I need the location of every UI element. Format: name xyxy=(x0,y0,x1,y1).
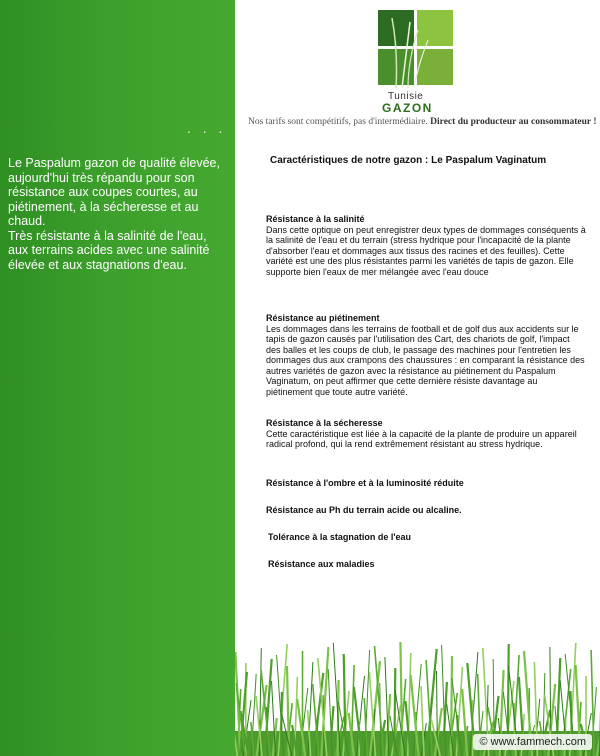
sidebar-paragraph-1: Le Paspalum gazon de qualité élevée, aujourd'hui très répandu pour son résistance aux coupes courtes, au piétinement, à la sécheresse et au chaud. xyxy=(8,156,220,228)
green-sidebar xyxy=(0,0,235,756)
section-secheresse xyxy=(266,418,586,450)
section-title: Résistance aux maladies xyxy=(268,559,375,569)
section-body: Cette caractéristique est liée à la capacité de la plante de produire un appareil radical profond, qui la rend extrêmement résistant au stress hydrique. xyxy=(266,428,577,449)
section-body: Dans cette optique on peut enregistrer deux types de dommages conséquents à la salinité de l'eau et du terrain (stress hydrique pour l'incapacité de la plante d'absorber l'eau et dommages aux tissus des racines et des feuilles). Cette variété est une des plus résistantes parmi les variétés de tapis de gazon. Elle supporte bien l'eaux de mer mélangée avec l'eau douce xyxy=(266,224,586,277)
section-title: Tolérance à la stagnation de l'eau xyxy=(268,532,412,542)
section-pietinement xyxy=(266,313,586,397)
logo-text-tunisie: Tunisie xyxy=(388,91,424,102)
watermark: © www.fammech.com xyxy=(473,734,592,750)
section-title: Résistance au piétinement xyxy=(266,313,380,323)
section-maladies xyxy=(268,559,588,570)
section-title: Résistance à la sécheresse xyxy=(266,418,383,428)
section-title: Résistance à la salinité xyxy=(266,214,365,224)
section-body: Les dommages dans les terrains de football et de golf dus aux accidents sur le tapis de gazon causés par l'utilisation des Cart, des chariots de golf, l'impact des balles et les coups de club, le passage des machines pour l'entretien les dommages dus aux crampons des chaussures : en comparant la résistance des autres variétés de gazon avec la résistance au piétinement du Paspalum Vaginatum, on peut affirmer que cette dernière résiste davantage au piétinement que toute autre variété. xyxy=(266,323,585,397)
sidebar-intro xyxy=(8,156,230,272)
section-title: Résistance à l'ombre et à la luminosité réduite xyxy=(266,478,464,488)
section-ph xyxy=(266,505,586,516)
decorative-dots: . . . xyxy=(187,120,227,136)
section-salinite xyxy=(266,214,586,277)
logo-text-gazon: GAZON xyxy=(382,101,433,115)
tagline xyxy=(248,117,597,127)
tunisie-gazon-logo xyxy=(378,10,458,115)
sidebar-paragraph-2: Très résistante à la salinité de l'eau, aux terrains acides avec une salinité élevée et aux stagnations d'eau. xyxy=(8,228,210,272)
tagline-normal: Nos tarifs sont compétitifs, pas d'intermédiaire. xyxy=(248,117,428,127)
logo-grass-icon xyxy=(378,10,458,88)
section-title: Résistance au Ph du terrain acide ou alcaline. xyxy=(266,505,462,515)
section-stagnation xyxy=(268,532,588,543)
tagline-bold: Direct du producteur au consommateur ! xyxy=(430,117,597,127)
main-title: Caractéristiques de notre gazon : Le Paspalum Vaginatum xyxy=(270,155,547,166)
section-ombre xyxy=(266,478,586,489)
